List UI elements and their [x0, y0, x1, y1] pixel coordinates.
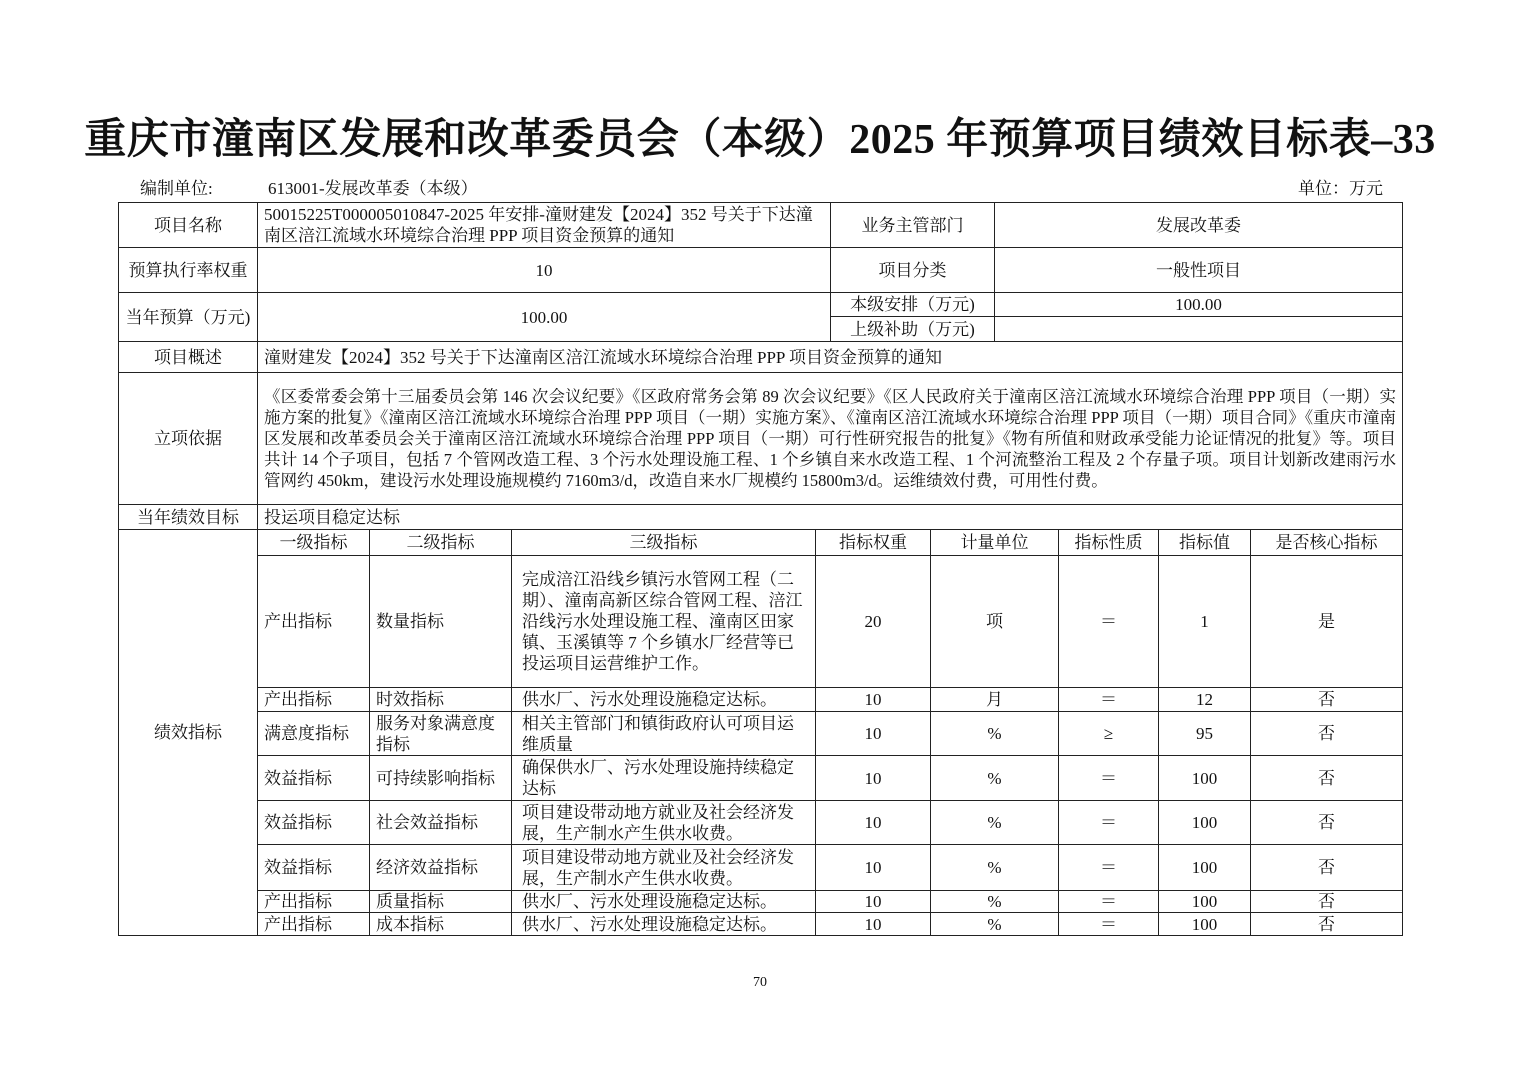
dept-label: 业务主管部门: [831, 203, 995, 248]
row-level2: 经济效益指标: [370, 845, 512, 891]
table-row: [119, 801, 1403, 845]
row-level3: 确保供水厂、污水处理设施持续稳定达标: [512, 756, 816, 801]
header-weight: 指标权重: [816, 530, 931, 556]
row-level1: 效益指标: [258, 801, 370, 845]
header-value: 指标值: [1159, 530, 1251, 556]
row-level1: 产出指标: [258, 556, 370, 688]
row-weight: 10: [816, 845, 931, 891]
row-weight: 10: [816, 801, 931, 845]
annual-goal-value: 投运项目稳定达标: [258, 505, 1403, 530]
project-name-value: 50015225T000005010847-2025 年安排-潼财建发【2024】352 号关于下达潼南区涪江流域水环境综合治理 PPP 项目资金预算的通知: [258, 203, 831, 248]
row-core: 否: [1251, 845, 1403, 891]
rate-weight-label: 预算执行率权重: [119, 248, 258, 293]
row-level2: 可持续影响指标: [370, 756, 512, 801]
row-weight: 20: [816, 556, 931, 688]
header-unit: 计量单位: [931, 530, 1059, 556]
overview-value: 潼财建发【2024】352 号关于下达潼南区涪江流域水环境综合治理 PPP 项目资金预算的通知: [258, 342, 1403, 373]
performance-section-label: 绩效指标: [119, 530, 258, 936]
row-nature: ＝: [1059, 801, 1159, 845]
row-core: 否: [1251, 801, 1403, 845]
row-unit: 项: [931, 556, 1059, 688]
local-budget-value: 100.00: [995, 293, 1403, 317]
budget-value: 100.00: [258, 293, 831, 342]
row-unit: %: [931, 756, 1059, 801]
row-level3: 相关主管部门和镇街政府认可项目运维质量: [512, 712, 816, 756]
row-level1: 效益指标: [258, 845, 370, 891]
row-core: 否: [1251, 913, 1403, 936]
table-row: [119, 756, 1403, 801]
row-level1: 满意度指标: [258, 712, 370, 756]
row-nature: ＝: [1059, 688, 1159, 712]
row-core: 否: [1251, 712, 1403, 756]
basis-label: 立项依据: [119, 373, 258, 505]
row-level3: 供水厂、污水处理设施稳定达标。: [512, 688, 816, 712]
row-core: 否: [1251, 756, 1403, 801]
row-weight: 10: [816, 712, 931, 756]
performance-table: [118, 529, 1403, 936]
row-value: 12: [1159, 688, 1251, 712]
row-value: 100: [1159, 801, 1251, 845]
project-name-label: 项目名称: [119, 203, 258, 248]
row-unit: %: [931, 913, 1059, 936]
row-level2: 成本指标: [370, 913, 512, 936]
row-level2: 数量指标: [370, 556, 512, 688]
row-level1: 产出指标: [258, 688, 370, 712]
row-value: 1: [1159, 556, 1251, 688]
table-row: [119, 712, 1403, 756]
row-nature: ≥: [1059, 712, 1159, 756]
category-value: 一般性项目: [995, 248, 1403, 293]
row-weight: 10: [816, 688, 931, 712]
table-row: [119, 556, 1403, 688]
row-value: 100: [1159, 756, 1251, 801]
page-title: 重庆市潼南区发展和改革委员会（本级）2025 年预算项目绩效目标表–33: [84, 117, 1436, 163]
row-unit: %: [931, 712, 1059, 756]
table-row: [119, 891, 1403, 913]
row-value: 100: [1159, 913, 1251, 936]
row-core: 是: [1251, 556, 1403, 688]
basis-value: 《区委常委会第十三届委员会第 146 次会议纪要》《区政府常务会第 89 次会议纪要》《区人民政府关于潼南区涪江流域水环境综合治理 PPP 项目（一期）实施方案的批复》《潼南区涪江流域水环境综合治理 PPP 项目（一期）实施方案》、《潼南区涪江流域水环境综合治理 PPP 项目（一期）项目合同》《重庆市潼南区发展和改革委员会关于潼南区涪江流域水环境综合治理 PPP 项目（一期）可行性研究报告的批复》《物有所值和财政承受能力论证情况的批复》等。项目共计 14 个子项目，包括 7 个管网改造工程、3 个污水处理设施工程、1 个乡镇自来水改造工程、1 个河流整治工程及 2 个存量子项。项目计划新改建雨污水管网约 450km，建设污水处理设施规模约 7160m3/d，改造自来水厂规模约 15800m3/d。运维绩效付费，可用性付费。: [258, 373, 1403, 505]
row-level3: 供水厂、污水处理设施稳定达标。: [512, 891, 816, 913]
row-value: 100: [1159, 891, 1251, 913]
row-unit: %: [931, 845, 1059, 891]
row-level3: 项目建设带动地方就业及社会经济发展，生产制水产生供水收费。: [512, 845, 816, 891]
header-level1: 一级指标: [258, 530, 370, 556]
table-row: [119, 913, 1403, 936]
row-level2: 服务对象满意度指标: [370, 712, 512, 756]
row-nature: ＝: [1059, 913, 1159, 936]
row-level3: 项目建设带动地方就业及社会经济发展，生产制水产生供水收费。: [512, 801, 816, 845]
category-label: 项目分类: [831, 248, 995, 293]
row-value: 95: [1159, 712, 1251, 756]
row-unit: 月: [931, 688, 1059, 712]
row-level1: 产出指标: [258, 913, 370, 936]
row-nature: ＝: [1059, 845, 1159, 891]
unit-value: 613001-发展改革委（本级）: [268, 179, 478, 198]
header-level3: 三级指标: [512, 530, 816, 556]
header-core: 是否核心指标: [1251, 530, 1403, 556]
row-level2: 时效指标: [370, 688, 512, 712]
row-nature: ＝: [1059, 556, 1159, 688]
budget-label: 当年预算（万元): [119, 293, 258, 342]
row-unit: %: [931, 801, 1059, 845]
rate-weight-value: 10: [258, 248, 831, 293]
row-nature: ＝: [1059, 756, 1159, 801]
upper-subsidy-value: [995, 317, 1403, 342]
page-number: 70: [753, 975, 767, 990]
row-level1: 效益指标: [258, 756, 370, 801]
table-row: [119, 845, 1403, 891]
upper-subsidy-label: 上级补助（万元): [831, 317, 995, 342]
header-nature: 指标性质: [1059, 530, 1159, 556]
row-level3: 供水厂、污水处理设施稳定达标。: [512, 913, 816, 936]
header-level2: 二级指标: [370, 530, 512, 556]
row-level1: 产出指标: [258, 891, 370, 913]
row-weight: 10: [816, 891, 931, 913]
unit-label: 编制单位:: [140, 179, 213, 198]
row-value: 100: [1159, 845, 1251, 891]
row-weight: 10: [816, 756, 931, 801]
row-unit: %: [931, 891, 1059, 913]
overview-label: 项目概述: [119, 342, 258, 373]
project-info-table: [118, 202, 1403, 530]
row-level3: 完成涪江沿线乡镇污水管网工程（二期）、潼南高新区综合管网工程、涪江沿线污水处理设施工程、潼南区田家镇、玉溪镇等 7 个乡镇水厂经营等已投运项目运营维护工作。: [512, 556, 816, 688]
annual-goal-label: 当年绩效目标: [119, 505, 258, 530]
currency-unit: 单位：万元: [1298, 179, 1383, 198]
row-nature: ＝: [1059, 891, 1159, 913]
row-level2: 社会效益指标: [370, 801, 512, 845]
row-level2: 质量指标: [370, 891, 512, 913]
row-core: 否: [1251, 688, 1403, 712]
local-budget-label: 本级安排（万元): [831, 293, 995, 317]
dept-value: 发展改革委: [995, 203, 1403, 248]
table-row: [119, 688, 1403, 712]
row-core: 否: [1251, 891, 1403, 913]
row-weight: 10: [816, 913, 931, 936]
